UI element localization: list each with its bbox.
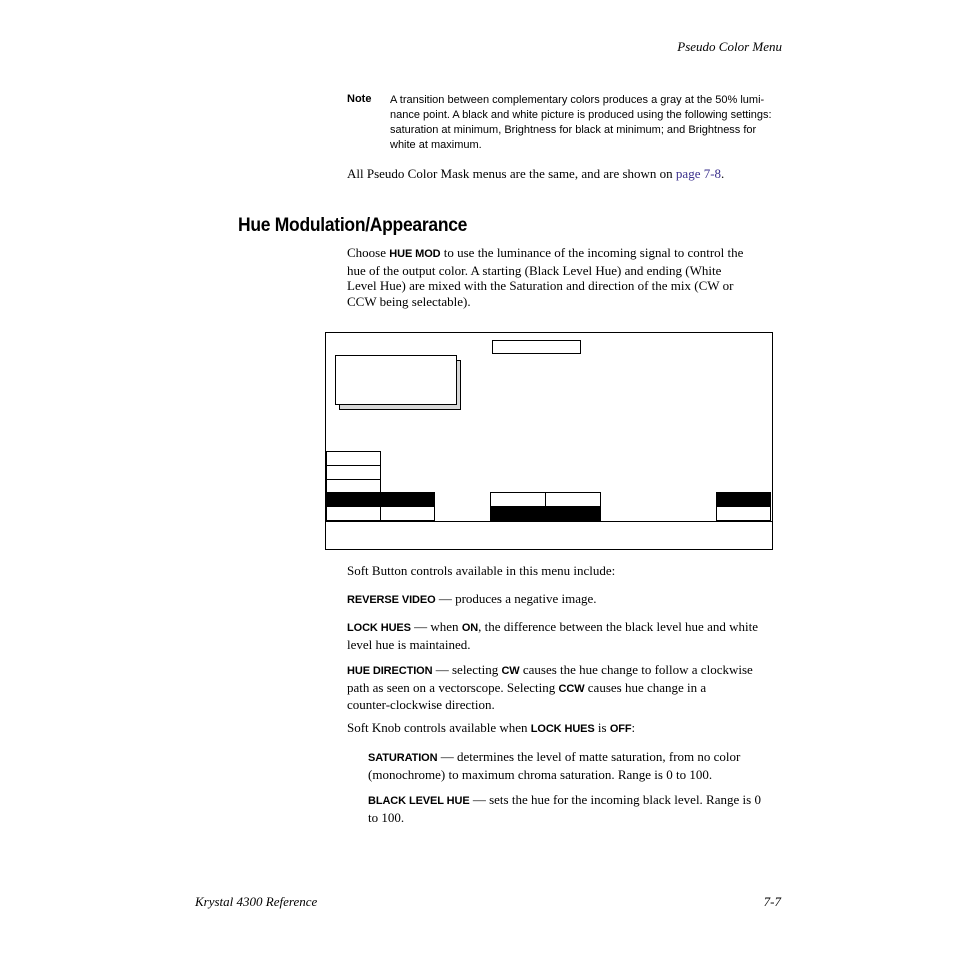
soft-button-cell[interactable] [380,506,435,521]
running-header: Pseudo Color Menu [677,39,782,54]
menu-title-field [492,340,581,354]
soft-button-intro: Soft Button controls available in this menu include: [347,563,616,578]
note-text [390,93,770,153]
lock-hues-text: , the difference between the black level hue and white [478,619,758,634]
lock-hues-keyword: LOCK HUES [530,723,595,735]
knob-intro-text: Soft Knob controls available when [347,720,531,735]
hue-mod-paragraph [347,245,781,309]
off-keyword: OFF [609,723,632,735]
hue-mod-keyword: HUE MOD [389,248,441,260]
mask-menus-end: . [721,166,725,181]
hue-direction-text: path as seen on a vectorscope. Selecting [347,679,559,695]
cw-keyword: CW [501,665,520,677]
note-label: Note [347,93,372,105]
intro-line1: to use the luminance of the incoming signal to control the [440,245,744,260]
paragraph-line [347,245,781,263]
hue-direction-text: — selecting [432,662,502,677]
note-line: saturation at minimum, Brightness for black at minimum; and Brightness for [390,124,757,136]
section-title: Hue Modulation/Appearance [238,215,468,236]
hue-direction-item [347,662,781,713]
soft-knob-intro [347,720,635,738]
knob-intro-text: : [631,720,636,735]
paragraph-line: to 100. [368,809,405,825]
knob-intro-text: is [594,720,610,735]
saturation-text: — determines the level of matte saturation, from no color [437,749,741,764]
paragraph-line: level hue is maintained. [347,636,471,652]
paragraph-line: counter-clockwise direction. [347,697,495,712]
hue-direction-keyword: HUE DIRECTION [347,665,433,677]
soft-button-cell[interactable] [490,506,601,521]
saturation-item [368,749,788,782]
soft-button-cell[interactable] [326,492,381,507]
soft-button-cell[interactable] [326,506,381,521]
paragraph-line [368,792,788,810]
on-keyword: ON [461,622,479,634]
note-line: A transition between complementary colors produces a gray at the 50% lumi- [390,94,765,106]
paragraph-line [347,662,781,680]
menu-window [335,355,457,405]
ccw-keyword: CCW [558,682,585,695]
menu-diagram [325,332,773,550]
page-link[interactable]: page 7-8 [675,166,722,181]
intro-start: Choose [347,245,390,260]
lock-hues-item [347,619,781,652]
note-line: nance point. A black and white picture is produced using the following settings: [390,109,772,121]
paragraph-line [347,619,781,637]
saturation-keyword: SATURATION [368,752,438,764]
soft-button-cell[interactable] [716,492,771,507]
note-line: white at maximum. [390,139,482,151]
soft-button-cell[interactable] [326,451,381,466]
paragraph-line [347,680,781,698]
reverse-video-keyword: REVERSE VIDEO [347,594,436,606]
black-level-hue-text: — sets the hue for the incoming black level. Range is 0 [469,792,761,807]
reverse-video-item [347,591,597,609]
reverse-video-text: — produces a negative image. [435,591,597,606]
mask-menus-paragraph [347,166,724,182]
lock-hues-keyword: LOCK HUES [347,622,411,634]
soft-button-cell[interactable] [716,506,771,521]
black-level-hue-keyword: BLACK LEVEL HUE [368,795,470,807]
paragraph-line: CCW being selectable). [347,293,471,309]
diagram-divider [326,521,772,522]
hue-direction-text: causes hue change in a [584,679,707,695]
lock-hues-text: — when [410,619,462,634]
hue-direction-text: causes the hue change to follow a clockwise [519,662,753,677]
paragraph-line: hue of the output color. A starting (Black Level Hue) and ending (White [347,262,722,278]
black-level-hue-item [368,792,788,825]
soft-button-cell[interactable] [490,492,546,507]
paragraph-line [368,749,788,767]
soft-button-cell[interactable] [545,492,601,507]
footer-title: Krystal 4300 Reference [195,894,318,909]
paragraph-line: Level Hue) are mixed with the Saturation and direction of the mix (CW or [347,278,734,293]
soft-button-cell[interactable] [380,492,435,507]
paragraph-line: (monochrome) to maximum chroma saturation. Range is 0 to 100. [368,766,713,782]
mask-menus-text: All Pseudo Color Mask menus are the same, and are shown on [347,166,676,181]
soft-button-cell[interactable] [326,465,381,480]
page-number: 7-7 [763,894,781,909]
